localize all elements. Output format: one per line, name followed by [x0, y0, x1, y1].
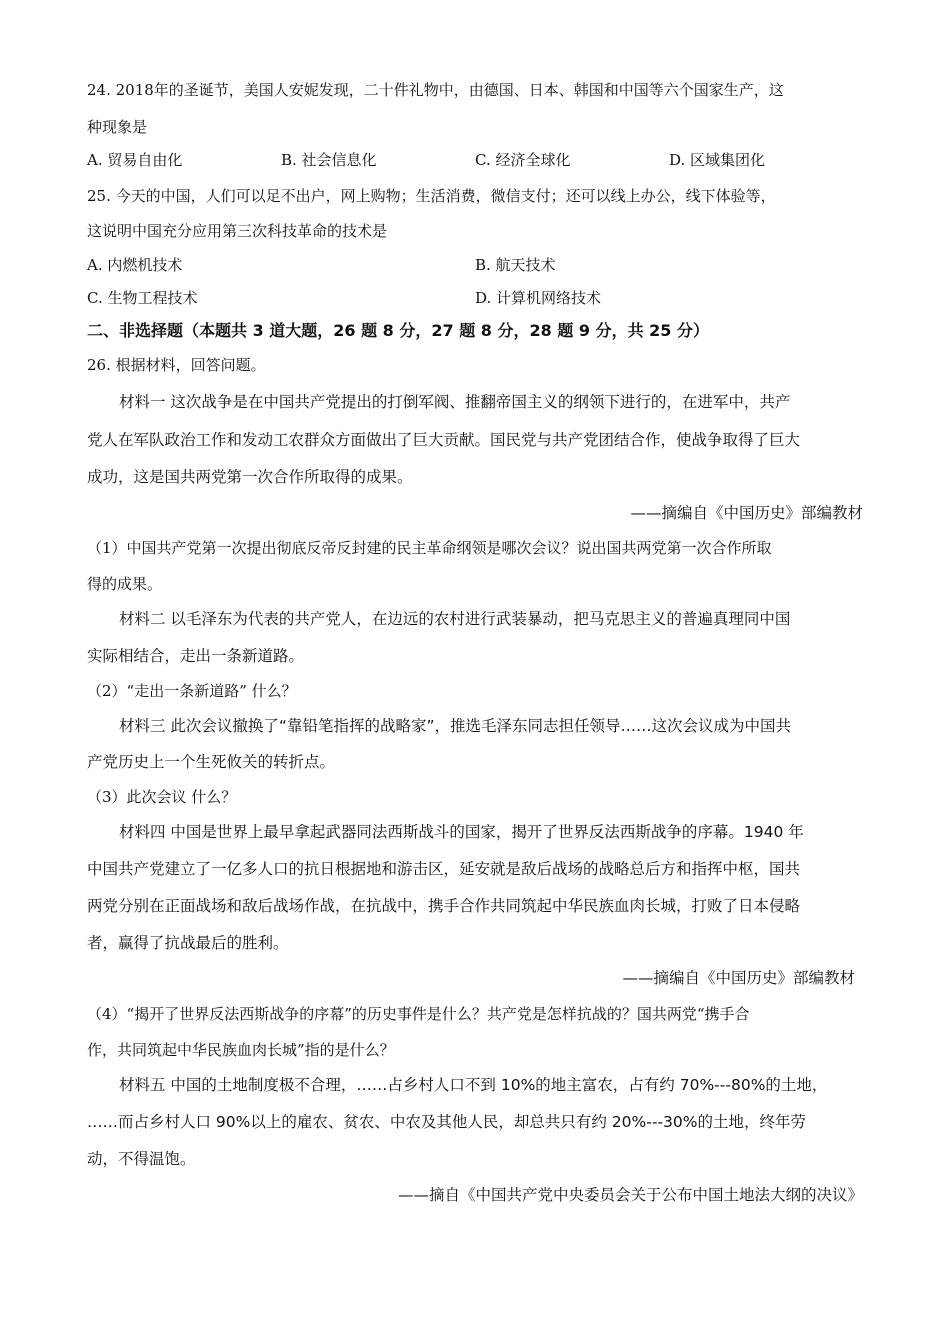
sub-question2: （2）“走出一条新道路” 什么？ — [87, 682, 297, 700]
sub-question1-line1: （1）中国共产党第一次提出彻底反帝反封建的民主革命纲领是哪次会议？说出国共两党第一次合作所取 — [87, 539, 772, 557]
material1-line3: 成功，这是国共两党第一次合作所取得的成果。 — [87, 468, 413, 486]
sub-question4-line1: （4）“揭开了世界反法西斯战争的序幕”的历史事件是什么？共产党是怎样抗战的？国共两党“携手合 — [87, 1005, 750, 1023]
q25-option-b: B. 航天技术 — [475, 256, 556, 274]
q24-option-c: C. 经济全球化 — [475, 151, 571, 169]
material4-line1: 材料四 中国是世界上最早拿起武器同法西斯战斗的国家，揭开了世界反法西斯战争的序幕。1940 年 — [119, 823, 804, 841]
q24-option-d: D. 区域集团化 — [669, 151, 766, 169]
q25-stem-line2: 这说明中国充分应用第三次科技革命的技术是 — [87, 222, 388, 240]
material4-line4: 者，赢得了抗战最后的胜利。 — [87, 934, 289, 952]
material5-line1: 材料五 中国的土地制度极不合理，……占乡村人口不到 10%的地主富农，占有约 70%---80%的土地， — [119, 1076, 828, 1094]
q26-intro: 26. 根据材料，回答问题。 — [87, 356, 266, 374]
material4-line3: 两党分别在正面战场和敌后战场作战，在抗战中，携手合作共同筑起中华民族血肉长城，打败了日本侵略 — [87, 897, 801, 915]
material4-source: ——摘编自《中国历史》部编教材 — [622, 969, 855, 987]
q24-stem-line1: 24. 2018年的圣诞节，美国人安妮发现，二十件礼物中，由德国、日本、韩国和中国等六个国家生产，这 — [87, 81, 784, 99]
material4-line2: 中国共产党建立了一亿多人口的抗日根据地和游击区，延安就是敌后战场的战略总后方和指挥中枢，国共 — [87, 860, 801, 878]
q25-option-c: C. 生物工程技术 — [87, 289, 198, 307]
section2-title: 二、非选择题（本题共 3 道大题，26 题 8 分，27 题 8 分，28 题 9 分，共 25 分） — [87, 321, 710, 340]
material1-line2: 党人在军队政治工作和发动工农群众方面做出了巨大贡献。国民党与共产党团结合作，使战争取得了巨大 — [87, 431, 801, 449]
q24-stem-line2: 种现象是 — [87, 118, 148, 136]
sub-question1-line2: 得的成果。 — [87, 575, 163, 593]
material3-line2: 产党历史上一个生死攸关的转折点。 — [87, 753, 336, 771]
q25-option-a: A. 内燃机技术 — [87, 256, 183, 274]
q25-option-d: D. 计算机网络技术 — [475, 289, 602, 307]
material5-source: ——摘自《中国共产党中央委员会关于公布中国土地法大纲的决议》 — [397, 1186, 863, 1204]
material5-line2: ……而占乡村人口 90%以上的雇农、贫农、中农及其他人民，却总共只有约 20%---30%的土地，终年劳 — [87, 1113, 806, 1131]
material2-line2: 实际相结合，走出一条新道路。 — [87, 647, 305, 665]
sub-question4-line2: 作，共同筑起中华民族血肉长城”指的是什么？ — [87, 1041, 395, 1059]
q24-option-b: B. 社会信息化 — [281, 151, 377, 169]
material2-line1: 材料二 以毛泽东为代表的共产党人，在边远的农村进行武装暴动，把马克思主义的普遍真理同中国 — [119, 610, 791, 628]
material5-line3: 动，不得温饱。 — [87, 1150, 196, 1168]
sub-question3: （3）此次会议 什么？ — [87, 788, 237, 806]
material1-line1: 材料一 这次战争是在中国共产党提出的打倒军阀、推翻帝国主义的纲领下进行的，在进军中，共产 — [119, 393, 791, 411]
material1-source: ——摘编自《中国历史》部编教材 — [630, 504, 863, 522]
q24-option-a: A. 贸易自由化 — [87, 151, 183, 169]
q25-stem-line1: 25. 今天的中国，人们可以足不出户，网上购物；生活消费，微信支付；还可以线上办公，线下体验等， — [87, 187, 776, 205]
material3-line1: 材料三 此次会议撤换了“靠铅笔指挥的战略家”，推选毛泽东同志担任领导……这次会议成为中国共 — [119, 717, 791, 735]
